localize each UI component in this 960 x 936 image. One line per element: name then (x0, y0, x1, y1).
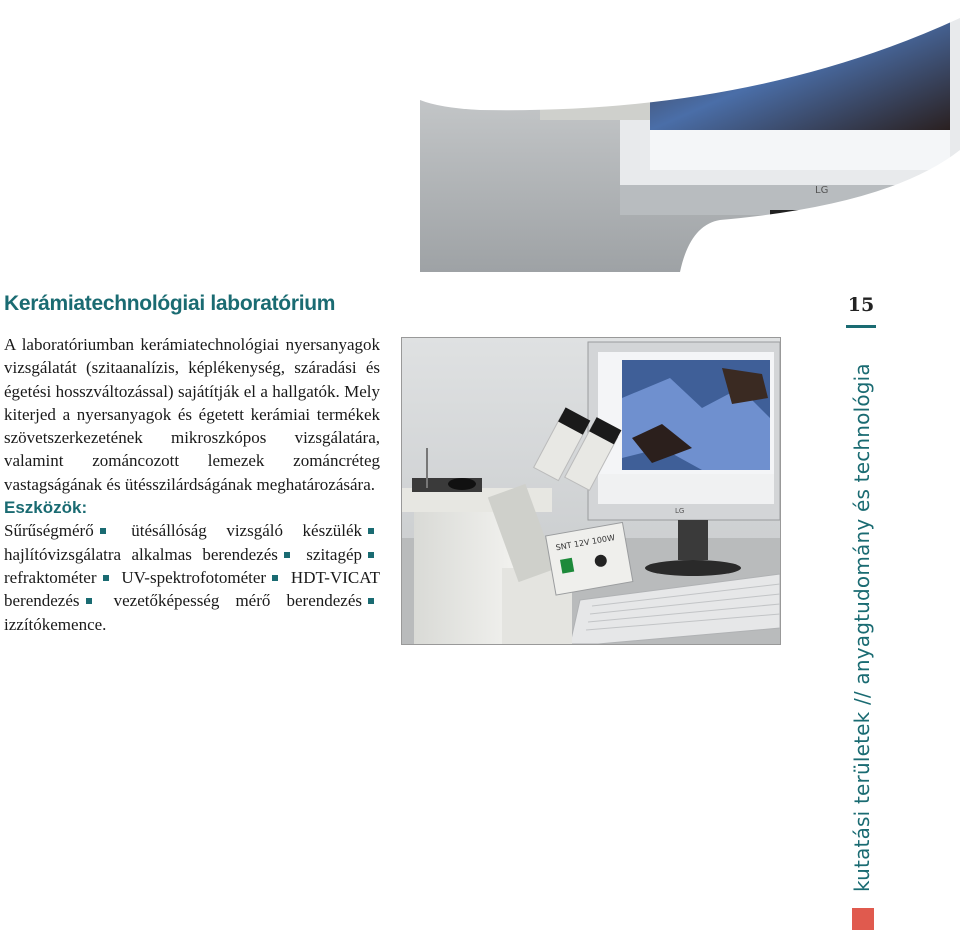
body-text (4, 333, 380, 636)
bullet-icon (272, 575, 278, 581)
monitor-brand-label: LG (675, 507, 685, 515)
lg-logo: LG (815, 185, 829, 196)
tool-item: vezetőképesség mérő berendezés (113, 591, 362, 611)
lab-photo (401, 337, 781, 645)
page-number: 15 (847, 294, 875, 316)
header-photo (420, 0, 960, 272)
section-marker (852, 908, 874, 930)
bullet-icon (86, 598, 92, 604)
tool-item: refraktométer (4, 567, 97, 587)
side-label: kutatási területek // anyagtudomány és technológia (850, 363, 874, 892)
bullet-icon (368, 598, 374, 604)
bullet-icon (368, 528, 374, 534)
tool-item: ütésállóság vizsgáló készülék (131, 521, 363, 541)
bullet-icon (103, 575, 109, 581)
page-title: Kerámiatechnológiai laboratórium (4, 292, 336, 315)
tool-item: izzítókemence. (4, 614, 107, 634)
intro-paragraph: A laboratóriumban kerámiatechnológiai nyersanyagok vizsgálatát (szitaanalízis, képlékenység, száradási és égetési hosszváltozással) sajátítják el a hallgatók. Mely kiterjed a nyersanyagok és égetett kerámiai termékek szövetszerkezetének mikroszkópos vizsgálatára, valamint zománcozott lemezek zománcréteg vastagságának és ütésszilárdságának meghatározására. (4, 335, 380, 494)
tool-item: szitagép (306, 544, 362, 564)
tool-item: hajlítóvizsgálatra alkalmas berendezés (4, 544, 278, 564)
bullet-icon (368, 552, 374, 558)
tool-item: HDT-VICAT berendezés (4, 567, 381, 611)
tools-paragraph (4, 496, 380, 636)
tool-item: Sűrűségmérő (4, 521, 94, 541)
bullet-icon (284, 552, 290, 558)
bullet-icon (100, 528, 106, 534)
tools-heading: Eszközök: (4, 498, 88, 518)
tool-item: UV-spektrofotométer (121, 567, 267, 587)
page-number-rule (846, 325, 876, 328)
power-supply-label: SNT 12V 100W (555, 533, 616, 553)
